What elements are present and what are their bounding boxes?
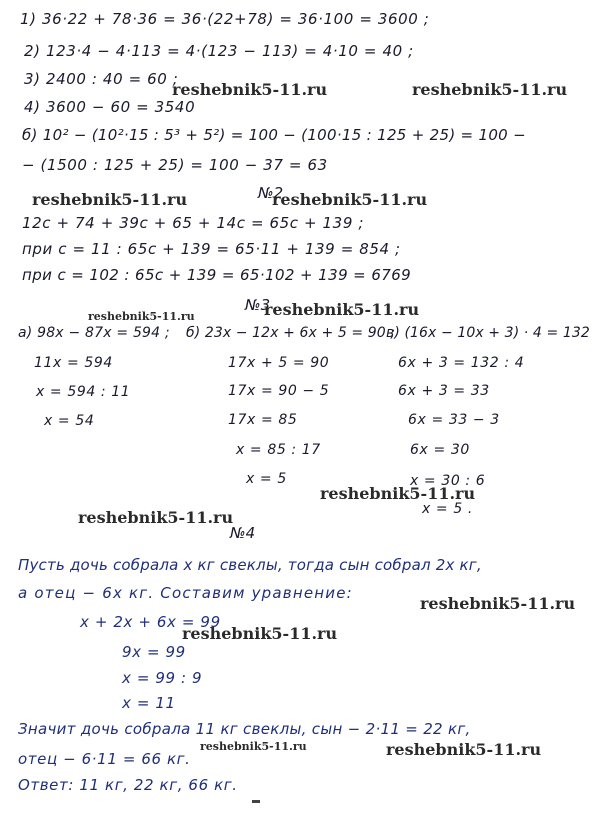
task1-line3: 3) 2400 : 40 = 60 ; (24, 70, 179, 88)
watermark: reshebnik5-11.ru (320, 484, 476, 503)
task4-conclusion2: отец − 6·11 = 66 кг. (18, 750, 191, 768)
task3-v-line1: в) (16x − 10x + 3) · 4 = 132 (386, 325, 590, 341)
watermark: reshebnik5-11.ru (78, 508, 234, 527)
task3-heading: №3 (245, 296, 271, 314)
task1-line1: 1) 36·22 + 78·36 = 36·(22+78) = 36·100 = 3600 ; (20, 10, 430, 28)
task4-line1: Пусть дочь собрала x кг свеклы, тогда сын собрал 2x кг, (18, 556, 482, 574)
task3-a-line1: а) 98x − 87x = 594 ; (18, 325, 170, 341)
watermark: reshebnik5-11.ru (200, 740, 307, 753)
task3-b-line2: 17x + 5 = 90 (228, 355, 330, 371)
watermark: reshebnik5-11.ru (412, 80, 568, 99)
task4-eq2: 9x = 99 (122, 643, 186, 661)
task3-b-line5: x = 85 : 17 (236, 442, 321, 458)
task4-eq4: x = 11 (122, 694, 176, 712)
task4-eq3: x = 99 : 9 (122, 669, 203, 687)
task1-line5: б) 10² − (10²·15 : 5³ + 5²) = 100 − (100·15 : 125 + 25) = 100 − (22, 126, 526, 144)
watermark: reshebnik5-11.ru (32, 190, 188, 209)
watermark: reshebnik5-11.ru (264, 300, 420, 319)
task3-b-line3: 17x = 90 − 5 (228, 383, 330, 399)
task2-line3: при c = 102 : 65c + 139 = 65·102 + 139 = 6769 (22, 266, 412, 284)
task3-v-line7: x = 5 . (422, 501, 473, 517)
task4-conclusion1: Значит дочь собрала 11 кг свеклы, сын − 2·11 = 22 кг, (18, 720, 471, 738)
task3-b-line1: б) 23x − 12x + 6x + 5 = 90 ; (186, 325, 396, 341)
watermark: reshebnik5-11.ru (420, 594, 576, 613)
task3-b-line6: x = 5 (246, 471, 287, 487)
task4-heading: №4 (230, 524, 256, 542)
watermark: reshebnik5-11.ru (182, 624, 338, 643)
task3-v-line5: 6x = 30 (410, 442, 470, 458)
task3-v-line4: 6x = 33 − 3 (408, 412, 500, 428)
task1-line4: 4) 3600 − 60 = 3540 (24, 98, 196, 116)
task1-line2: 2) 123·4 − 4·113 = 4·(123 − 113) = 4·10 = 40 ; (24, 42, 414, 60)
ink-mark (252, 800, 260, 803)
task1-line6: − (1500 : 125 + 25) = 100 − 37 = 63 (22, 156, 328, 174)
task2-heading: №2 (258, 184, 284, 202)
task3-a-line2: 11x = 594 (34, 355, 113, 371)
watermark: reshebnik5-11.ru (272, 190, 428, 209)
watermark: reshebnik5-11.ru (172, 80, 328, 99)
task3-a-line4: x = 54 (44, 413, 95, 429)
task3-a-line3: x = 594 : 11 (36, 384, 131, 400)
watermark: reshebnik5-11.ru (386, 740, 542, 759)
watermark: reshebnik5-11.ru (88, 310, 195, 323)
task4-answer: Ответ: 11 кг, 22 кг, 66 кг. (18, 776, 238, 794)
task4-eq1: x + 2x + 6x = 99 (80, 613, 221, 631)
task3-v-line2: 6x + 3 = 132 : 4 (398, 355, 525, 371)
task2-line1: 12c + 74 + 39c + 65 + 14c = 65c + 139 ; (22, 214, 364, 232)
task2-line2: при c = 11 : 65c + 139 = 65·11 + 139 = 854 ; (22, 240, 401, 258)
task3-v-line3: 6x + 3 = 33 (398, 383, 490, 399)
task4-line2: а отец − 6x кг. Составим уравнение: (18, 584, 353, 602)
task3-b-line4: 17x = 85 (228, 412, 298, 428)
task3-v-line6: x = 30 : 6 (410, 473, 486, 489)
